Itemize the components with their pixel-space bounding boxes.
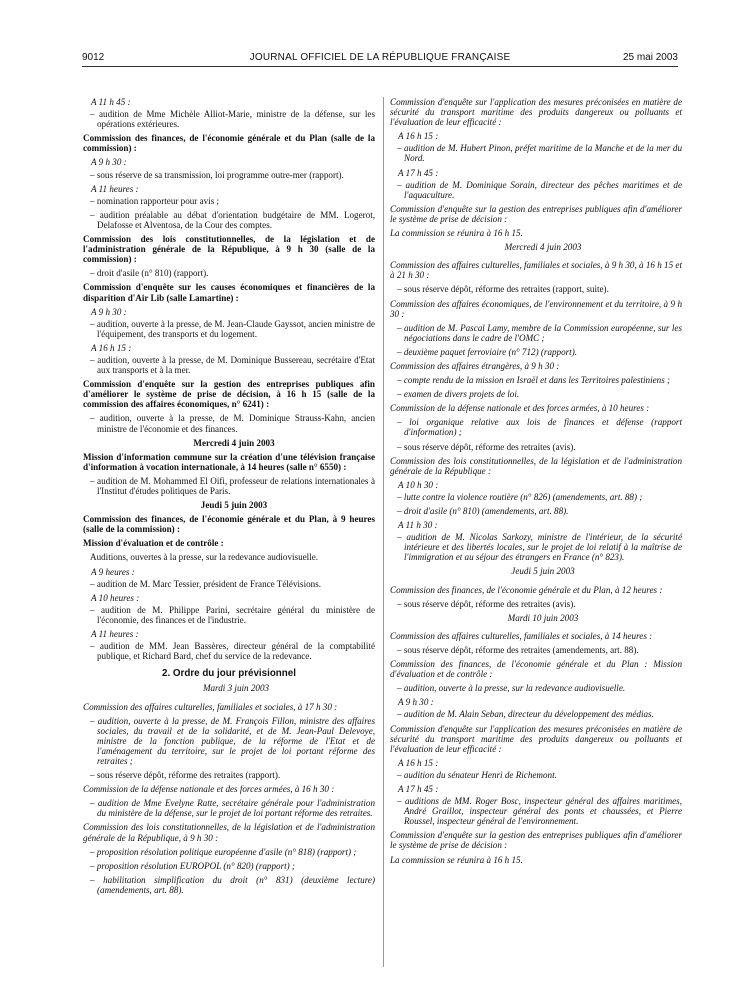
left-column-paragraph: – audition de M. Marc Tessier, président de France Télévisions. [90, 578, 322, 589]
right-column-paragraph: La commission se réunira à 16 h 15. [390, 228, 523, 239]
page-header [82, 51, 678, 65]
right-column-paragraph: – sous réserve dépôt, réforme des retraites (rapport, suite). [397, 284, 609, 295]
right-column-paragraph: – audition de M. Hubert Pinon, préfet maritime de la Manche et de la mer du Nord. [397, 143, 682, 164]
right-column-paragraph: Commission des affaires culturelles, familiales et sociales, à 14 heures : [390, 630, 653, 641]
page-number: 9012 [82, 52, 105, 63]
left-column-paragraph: – droit d'asile (n° 810) (rapport). [90, 268, 209, 279]
left-column-paragraph: A 9 heures : [91, 566, 135, 577]
left-column-paragraph: – audition de Mme Michèle Alliot-Marie, ministre de la défense, sur les opérations extérieures. [90, 109, 375, 130]
right-column-paragraph: Commission des finances, de l'économie générale et du Plan : Mission d'évaluation et de contrôle : [390, 659, 682, 680]
right-column-paragraph: – loi organique relative aux lois de finances et défense (rapport d'information) ; [397, 417, 682, 438]
left-column-paragraph: Commission des finances, de l'économie générale et du Plan, à 9 heures (salle de la commission) : [83, 514, 375, 535]
left-column-paragraph: Commission de la défense nationale et des forces armées, à 16 h 30 : [83, 784, 335, 795]
left-column [83, 97, 375, 899]
right-column-paragraph: – examen de divers projets de loi. [397, 389, 520, 400]
right-column-paragraph: A 10 h 30 : [398, 479, 439, 490]
right-column-paragraph: – audition, ouverte à la presse, sur la redevance audiovisuelle. [397, 683, 626, 694]
left-column-paragraph: – audition de M. Mohammed El Oifi, professeur de relations internationales à l'Institut d'études politiques de Paris. [90, 475, 375, 496]
right-column-paragraph: – audition du sénateur Henri de Richemont. [397, 769, 557, 780]
left-column-paragraph: – audition, ouverte à la presse, de M. Jean-Claude Gayssot, ancien ministre de l'équipement, des transports et du logement. [90, 318, 375, 339]
left-column-paragraph: A 10 heures : [91, 592, 140, 603]
right-column-paragraph: Mercredi 4 juin 2003 [504, 242, 582, 253]
right-column-paragraph: Mardi 10 juin 2003 [507, 612, 579, 623]
left-column-paragraph: Commission des lois constitutionnelles, de la législation et de l'administration générale de la République, à 9 h 30 (salle de la commission) : [83, 234, 375, 265]
right-column-paragraph: Commission des affaires économiques, de l'environnement et du territoire, à 9 h 30 : [390, 298, 682, 319]
right-column-paragraph: Commission d'enquête sur la gestion des entreprises publiques afin d'améliorer le système de prise de décision : [390, 830, 682, 851]
left-column-paragraph: Commission des lois constitutionnelles, de la législation et de l'administration générale de la République, à 9 h 30 : [83, 822, 375, 843]
left-column-paragraph: 2. Ordre du jour prévisionnel [162, 668, 296, 680]
right-column-paragraph: – audition de M. Pascal Lamy, membre de la Commission européenne, sur les négociations dans le cadre de l'OMC ; [397, 322, 682, 343]
right-column-paragraph: Commission d'enquête sur la gestion des entreprises publiques afin d'améliorer le système de prise de décision : [390, 203, 682, 224]
left-column-paragraph: A 11 heures : [91, 183, 139, 194]
right-column-paragraph: Commission des affaires étrangères, à 9 h 30 : [390, 360, 560, 371]
right-column-paragraph: La commission se réunira à 16 h 15. [390, 854, 523, 865]
left-column-paragraph: Commission des affaires culturelles, familiales et sociales, à 17 h 30 : [83, 701, 338, 712]
left-column-paragraph: – proposition résolution politique européenne d'asile (n° 818) (rapport) ; [90, 846, 357, 857]
right-column-paragraph: – lutte contre la violence routière (n° 826) (amendements, art. 88) ; [397, 491, 643, 502]
right-column-paragraph: A 16 h 15 : [398, 131, 439, 142]
left-column-paragraph: A 16 h 15 : [91, 342, 132, 353]
right-column-paragraph: Commission des affaires culturelles, familiales et sociales, à 9 h 30, à 16 h 15 et à 21 h 30 : [390, 260, 682, 281]
left-column-paragraph: Jeudi 5 juin 2003 [200, 500, 268, 511]
right-column-paragraph: A 9 h 30 : [398, 697, 434, 708]
left-column-paragraph: Commission des finances, de l'économie générale et du Plan (salle de la commission) : [83, 133, 375, 154]
left-column-paragraph: Mercredi 4 juin 2003 [193, 437, 275, 448]
left-column-paragraph: – habilitation simplification du droit (n° 831) (deuxième lecture) (amendements, art. 88). [90, 874, 375, 895]
left-column-paragraph: A 9 h 30 : [91, 306, 127, 317]
right-column-paragraph: A 16 h 15 : [398, 757, 439, 768]
left-column-paragraph: – audition préalable au débat d'orientation budgétaire de MM. Logerot, Delafosse et Alventosa, de la Cour des comptes. [90, 209, 375, 230]
left-column-paragraph: Commission d'enquête sur la gestion des entreprises publiques afin d'améliorer le système de prise de décision, à 16 h 15 (salle de la commission des affaires économiques, n° 6241) : [83, 379, 375, 410]
right-column-paragraph: – audition de M. Nicolas Sarkozy, ministre de l'intérieur, de la sécurité intérieure et des libertés locales, sur le projet de loi relatif à la maîtrise de l'immigration et au séjour des étrangers en France (n° 823). [397, 532, 682, 563]
column-divider [383, 97, 384, 967]
right-column-paragraph: Commission d'enquête sur l'application des mesures préconisées en matière de sécurité du transport maritime des produits dangereux ou polluants et l'évaluation de leur efficacité : [390, 723, 682, 754]
left-column-paragraph: – audition, ouverte à la presse, de M. Dominique Strauss-Kahn, ancien ministre de l'économie et des finances. [90, 413, 375, 434]
left-column-paragraph: A 11 heures : [91, 629, 139, 640]
right-column-paragraph: Jeudi 5 juin 2003 [511, 566, 575, 577]
left-column-paragraph: Mission d'information commune sur la création d'une télévision française d'information à vocation internationale, à 14 heures (salle n° 6550) : [83, 451, 375, 472]
right-column [390, 97, 682, 869]
left-column-paragraph: – audition de Mme Evelyne Ratte, secrétaire générale pour l'administration du ministère de la défense, sur le projet de loi portant réforme des retraites. [90, 798, 375, 819]
right-column-paragraph: Commission d'enquête sur l'application des mesures préconisées en matière de sécurité du transport maritime des produits dangereux ou polluants et l'évaluation de leur efficacité : [390, 97, 682, 128]
left-column-paragraph: – audition, ouverte à la presse, de M. François Fillon, ministre des affaires sociales, du travail et de la solidarité, et de M. Jean-Paul Delevoye, ministre de la fonction publique, de la réforme de l'Etat et de l'aménagement du territoire, sur le projet de loi portant réforme des retraites ; [90, 715, 375, 766]
left-column-paragraph: A 11 h 45 : [91, 97, 131, 107]
left-column-paragraph: Commission d'enquête sur les causes économiques et financières de la disparition d'Air Lib (salle Lamartine) : [83, 282, 375, 303]
journal-title: JOURNAL OFFICIEL DE LA RÉPUBLIQUE FRANÇAISE [249, 52, 511, 63]
right-column-paragraph: A 11 h 30 : [398, 520, 438, 531]
left-column-paragraph: Mardi 3 juin 2003 [202, 683, 270, 694]
right-column-paragraph: – sous réserve dépôt, réforme des retraites (avis). [397, 441, 576, 452]
right-column-paragraph: Commission de la défense nationale et des forces armées, à 10 heures : [390, 403, 650, 414]
issue-date: 25 mai 2003 [622, 52, 678, 63]
right-column-paragraph: – sous réserve dépôt, réforme des retraites (avis). [397, 598, 576, 609]
left-column-paragraph: – sous réserve de sa transmission, loi programme outre-mer (rapport). [90, 169, 344, 180]
left-column-paragraph: – nomination rapporteur pour avis ; [90, 195, 220, 206]
right-column-paragraph: – sous réserve dépôt, réforme des retraites (amendements, art. 88). [397, 644, 639, 655]
left-column-paragraph: Mission d'évaluation et de contrôle : [83, 538, 224, 549]
right-column-paragraph: A 17 h 45 : [398, 783, 439, 794]
right-column-paragraph: – droit d'asile (n° 810) (amendements, art. 88). [397, 506, 569, 516]
left-column-paragraph: – proposition résolution EUROPOL (n° 820) (rapport) ; [90, 860, 295, 871]
left-column-paragraph: – sous réserve dépôt, réforme des retraites (rapport). [90, 770, 281, 781]
right-column-paragraph: Commission des lois constitutionnelles, de la législation et de l'administration générale de la République : [390, 455, 682, 476]
right-column-paragraph: – deuxième paquet ferroviaire (n° 712) (rapport). [397, 346, 577, 357]
right-column-paragraph: A 17 h 45 : [398, 167, 439, 178]
left-column-paragraph: – audition de M. Philippe Parini, secrétaire général du ministère de l'économie, des finances et de l'industrie. [90, 604, 375, 625]
left-column-paragraph: – audition, ouverte à la presse, de M. Dominique Bussereau, secrétaire d'Etat aux transports et à la mer. [90, 354, 375, 376]
header-rule [82, 66, 678, 67]
right-column-paragraph: – audition de M. Alain Seban, directeur du développement des médias. [397, 709, 654, 720]
left-column-paragraph: A 9 h 30 : [91, 157, 127, 168]
left-column-paragraph: – audition de MM. Jean Bassères, directeur général de la comptabilité publique, et Richard Bard, chef du service de la redevance. [90, 641, 375, 662]
right-column-paragraph: – auditions de MM. Roger Bosc, inspecteur général des affaires maritimes, André Graillot, inspecteur général des ponts et chaussées, et Pierre Roussel, inspecteur général de l'environnement. [397, 796, 682, 827]
right-column-paragraph: – audition de M. Dominique Sorain, directeur des pêches maritimes et de l'aquaculture. [397, 179, 682, 200]
right-column-paragraph: – compte rendu de la mission en Israël et dans les Territoires palestiniens ; [397, 375, 671, 386]
left-column-paragraph: Auditions, ouvertes à la presse, sur la redevance audiovisuelle. [90, 552, 319, 563]
right-column-paragraph: Commission des finances, de l'économie générale et du Plan, à 12 heures : [390, 584, 663, 595]
